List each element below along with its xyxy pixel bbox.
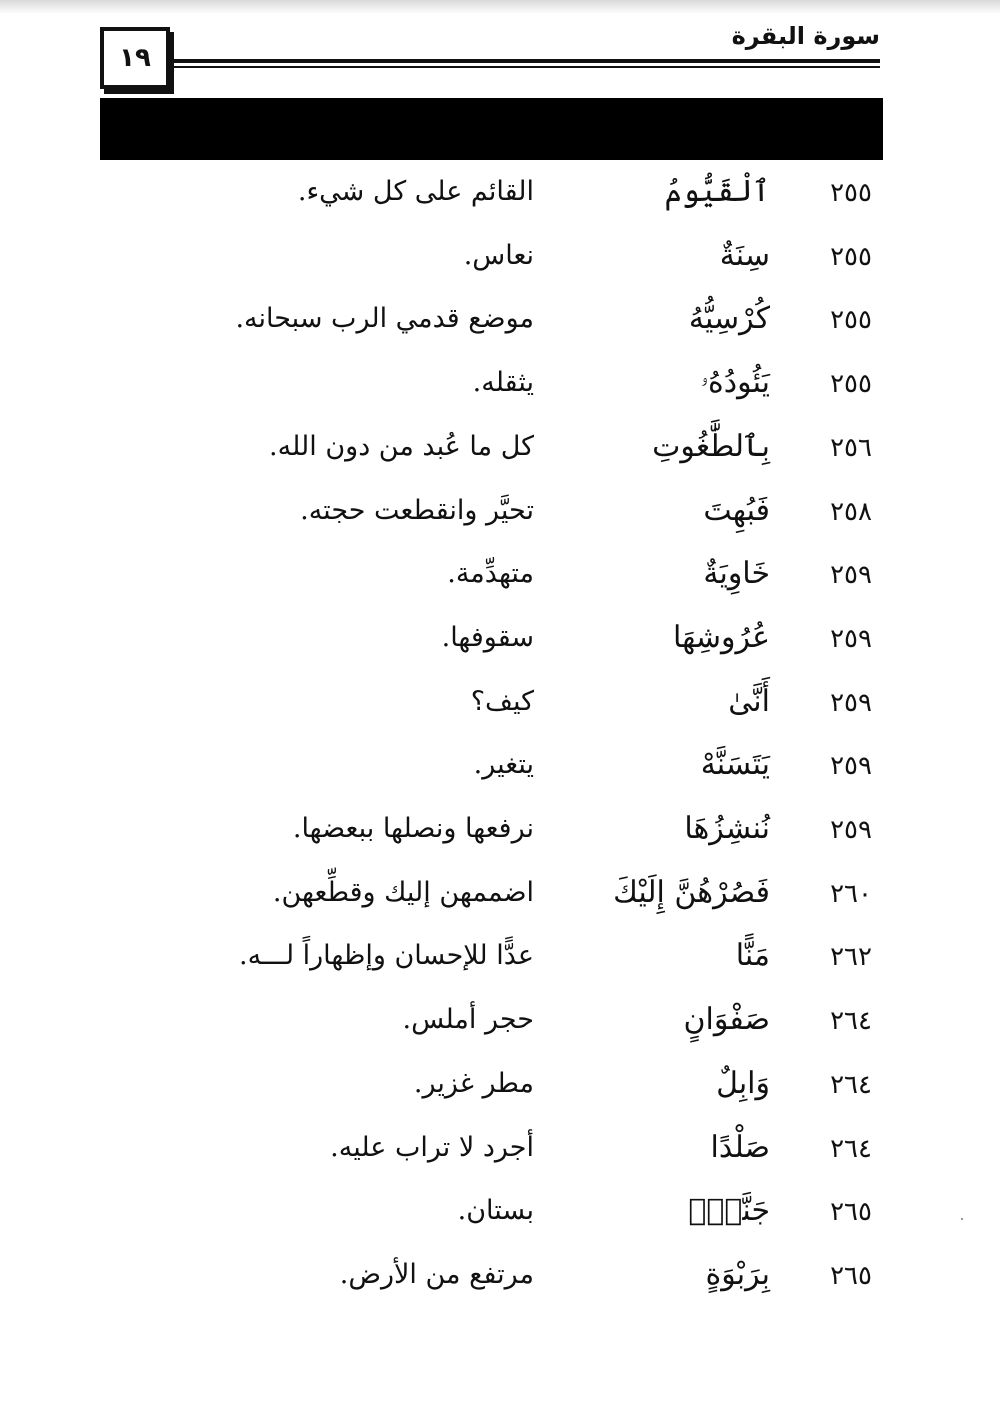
ayah-number: ٢٦٥	[830, 1260, 872, 1291]
quran-word: يَئُودُهُۥ	[700, 365, 770, 401]
scan-speck	[961, 1218, 963, 1220]
word-meaning: مطر غزير.	[413, 1067, 534, 1099]
glossary-entry	[0, 871, 1000, 935]
glossary-entry	[0, 552, 1000, 616]
quran-word: عُرُوشِهَا	[672, 619, 770, 655]
quran-word: جَنَّةٍۭ	[688, 1193, 770, 1229]
glossary-entry	[0, 1062, 1000, 1126]
ayah-number: ٢٦٤	[830, 1069, 872, 1100]
ayah-number: ٢٥٨	[830, 496, 872, 527]
glossary-entry	[0, 170, 1000, 234]
ayah-number: ٢٥٩	[830, 623, 872, 654]
word-meaning: سقوفها.	[441, 621, 534, 653]
quran-word: سِنَةٌ	[719, 237, 770, 273]
word-meaning: مرتفع من الأرض.	[339, 1258, 534, 1290]
quran-word: أَنَّىٰ	[728, 683, 770, 719]
quran-word: صَلْدًا	[710, 1129, 770, 1165]
ayah-number: ٢٦٢	[830, 942, 872, 973]
glossary-entry	[0, 680, 1000, 744]
word-meaning: نعاس.	[463, 239, 534, 271]
word-meaning: متهدِّمة.	[447, 558, 534, 590]
quran-word: فَصُرْهُنَّ إِلَيْكَ	[613, 874, 770, 910]
word-meaning: أجرد لا تراب عليه.	[330, 1131, 534, 1163]
word-meaning: القائم على كل شيء.	[297, 176, 534, 207]
glossary-entry	[0, 425, 1000, 489]
ayah-number: ٢٥٩	[830, 687, 872, 718]
page-number: ١٩	[119, 43, 151, 73]
word-meaning: اضممهن إليك وقطِّعهن.	[272, 876, 534, 908]
ayah-number: ٢٦٤	[830, 1133, 872, 1164]
word-meaning: يتغير.	[473, 749, 534, 781]
ayah-number: ٢٥٦	[830, 432, 872, 463]
glossary-entry	[0, 934, 1000, 998]
ayah-number: ٢٥٥	[830, 369, 872, 400]
ayah-number: ٢٦٥	[830, 1197, 872, 1228]
quran-word: كُرْسِيُّهُ	[688, 301, 770, 337]
glossary-entry	[0, 1126, 1000, 1190]
word-meaning: حجر أملس.	[402, 1004, 534, 1036]
word-meaning: عدًّا للإحسان وإظهاراً لـــه.	[239, 940, 534, 972]
quran-word: ٱلْقَيُّومُ	[664, 174, 770, 209]
glossary-entry	[0, 807, 1000, 871]
quran-word: وَابِلٌ	[716, 1065, 770, 1101]
word-meaning: كل ما عُبد من دون الله.	[269, 430, 534, 462]
ayah-number: ٢٥٥	[830, 241, 872, 272]
glossary-entry	[0, 616, 1000, 680]
word-meaning: موضع قدمي الرب سبحانه.	[235, 303, 534, 335]
glossary-entry	[0, 1253, 1000, 1317]
word-meaning: بستان.	[457, 1195, 534, 1227]
quran-word: خَاوِيَةٌ	[703, 556, 770, 592]
quran-word: بِرَبْوَةٍ	[705, 1256, 770, 1292]
glossary-entry	[0, 743, 1000, 807]
word-meaning: نرفعها ونصلها ببعضها.	[292, 813, 534, 844]
glossary-entry	[0, 1189, 1000, 1253]
ayah-number: ٢٦٠	[830, 878, 872, 909]
word-meaning: يثقله.	[472, 367, 534, 399]
glossary-entry	[0, 361, 1000, 425]
glossary-entry	[0, 234, 1000, 298]
quran-word: نُنشِزُهَا	[684, 811, 770, 846]
surah-title: سورة البقرة	[731, 22, 880, 50]
glossary-entry	[0, 998, 1000, 1062]
ayah-number: ٢٥٥	[830, 178, 872, 208]
glossary-entry	[0, 489, 1000, 553]
quran-word: مَنًّا	[735, 938, 770, 974]
ayah-number: ٢٥٥	[830, 305, 872, 336]
word-meaning: تحيَّر وانقطعت حجته.	[300, 494, 534, 526]
ayah-number: ٢٥٩	[830, 815, 872, 845]
ayah-number: ٢٥٩	[830, 560, 872, 591]
quran-word: صَفْوَانٍ	[683, 1002, 770, 1038]
quran-word: يَتَسَنَّهْ	[700, 747, 770, 783]
word-meaning: كيف؟	[470, 685, 534, 717]
ayah-number: ٢٦٤	[830, 1006, 872, 1037]
ayah-number: ٢٥٩	[830, 751, 872, 782]
quran-word: بِٱلطَّٰغُوتِ	[652, 428, 770, 464]
glossary-entry	[0, 297, 1000, 361]
quran-word: فَبُهِتَ	[703, 492, 770, 528]
